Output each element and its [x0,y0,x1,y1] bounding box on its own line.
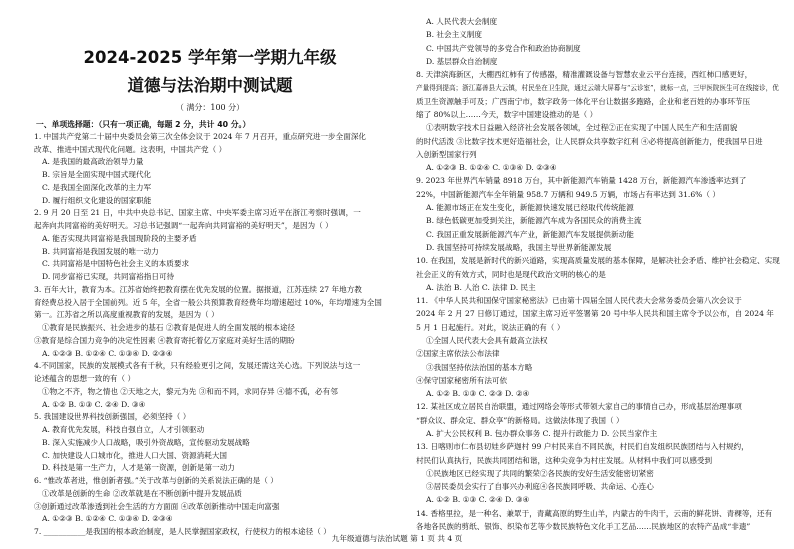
left-line: ①物之不齐，物之情也 ②天地之大，黎元为先 ③和而不同，求同存异 ④德不孤，必有邻 [42,386,338,396]
left-line: ①改革是创新的生命 ②改革就是在不断创新中提升发展品质 [42,488,242,498]
right-line: 缩了 80%以上……今天，数字中国建设推动的是（ ） [416,110,598,120]
right-line: A. 扩大公民权利 B. 包办群众事务 C. 提升行政能力 D. 公民当家作主 [426,428,658,438]
right-line: 11. 《中华人民共和国保守国家秘密法》已由第十四届全国人民代表大会常务委员会第八次会议于 [416,296,742,306]
right-line: A. 法治 B. 人治 C. 法律 D. 民主 [426,282,536,292]
left-line: 3. 百年大计，教育为本。江苏省始终把教育摆在优先发展的位置。据报道，江苏连续 27 年地方教 [34,284,362,294]
right-line: 10. 在我国，发展是新时代的新兴道路，实现高质量发展的基本保障，是解决社会矛盾、维护社会稳定、实现 [416,256,780,266]
right-line: A. 能源市场正在发生变化，新能源快速发展已经取代传统能源 [426,203,634,213]
right-line: 各地各民族的剪纸、银饰、织染布艺等少数民族特色文化手工艺品……民族地区的农特产品成“非遗” [416,522,751,531]
right-line: ①全国人民代表大会具有最高立法权 [426,335,548,345]
right-line: 12. 某社区成立居民自治联盟，通过网络会等形式带领大家自己的事情自己办，形成基层治理事项 [416,402,742,412]
left-line: C. 共同富裕是中国特色社会主义的本质要求 [42,259,190,269]
left-line: ①教育是民族振兴、社会进步的基石 ②教育是促进人的全面发展的根本途径 [42,323,296,333]
left-line: 论述蕴含的思想一致的有（ ） [34,374,136,384]
left-line: D. 同步富裕已实现，共同富裕指日可待 [42,272,175,282]
left-line: 6. “惟改革者进，惟创新者强。”关于改革与创新的关系说法正确的是（ ） [34,476,278,486]
right-line: C. 中国共产党领导的多党合作和政治协商制度 [426,43,581,53]
left-line: B. 宗旨是全面实现中国式现代化 [42,170,152,180]
left-line: A. ①②③ B. ①②④ C. ①③④ D. ②③④ [42,348,173,358]
left-line: D. 履行组织文化建设的国家职能 [42,195,152,205]
right-line: 14. 香格里拉，是一种名、兼眾于，青藏高原的野生山羊，内蒙古的牛肉干，云南的鲜花饼、青稞等，还有 [416,508,773,518]
left-line: 2. 9 月 20 日至 21 日，中共中央总书记、国家主席、中央军委主席习近平在浙江考察时强调，一 [34,208,361,218]
right-line: 2024 年 2 月 27 日修订通过，国家主席习近平签署第 20 号中华人民共和国主席令予以公布，自 2024 年 [416,309,774,319]
right-line: ④保守国家秘密所有法可依 [416,375,508,385]
right-line: 8. 天津滨海新区，大棚西红柿有了传感器，精准灌溉设备与智慧农业云平台连接，西红柿口感更好， [416,70,753,80]
left-line: A. ①②③ B. ①②④ C. ①③④ D. ②③④ [42,514,173,524]
right-line: D. 基层群众自治制度 [426,56,498,66]
page-footer: 九年级道德与法治试题 第 1 页 共 4 页 [331,534,463,543]
left-line: 起奔向共同富裕的美好明天。习总书记强调“一起奔向共同富裕的美好明天”，是因为（ ） [34,221,333,231]
left-line: 4.不同国家，民族的发展模式各有千秋，只有经验更引之间，发展还需这关心选。下列说法与这一 [34,361,361,371]
right-line: A. 人民代表大会制度 [426,17,498,26]
exam-title-line1: 2024-2025 学年第一学期九年级 [83,48,337,67]
left-line: 第一。江苏省之所以高度重视教育的发展，是因为（ ） [34,310,219,320]
right-line: ②国家主席依法公布法律 [416,349,500,359]
exam-title-line2: 道德与法治期中测试题 [127,76,293,95]
right-line: B. 绿色低碳更加受到关注，新能源汽车成为各国民众的消费主流 [426,216,642,226]
right-line: C. 我国正重发展新能源汽车产业，新能源汽车发展提供新动能 [426,229,634,239]
section-heading: 一、单项选择题：（只有一项正确，每题 2 分，共计 40 分。） [36,120,251,129]
left-line: C. 加快建设人口城市化，推进人口大国、资源消耗大国 [42,450,228,460]
left-line: 7. ___________是我国的根本政治制度，是人民掌握国家政权，行使权力的根本途径（ ） [34,527,331,536]
left-line: A. ①② B. ①③ C. ②④ D. ③④ [42,399,146,409]
right-line: 5 月 1 日起施行。对此，说法正确的有（ ） [416,322,565,332]
left-line: C. 是我国全面深化改革的主力军 [42,182,152,192]
right-line: A. ①② B. ①③ C. ②③ D. ②④ [426,389,530,399]
right-line: 13. 日喀则市仁布县切娃乡萨迦村 99 户村民来自不同民族，村民们自发组织民族团结与入村规约， [416,442,749,452]
right-line: ①民族地区已经实现了共同的繁荣②各民族的安好生活安能密切紧密 [426,468,654,478]
left-line: ③创新通过改革渗透到社会生活的方方面面 ④改革创新推动中国走向富强 [34,501,280,511]
left-line: A. 是我国的最高政治领导力量 [42,157,144,167]
left-line: B. 共同富裕是我国发展的唯一动力 [42,246,159,256]
right-line: ①表明数字技术日益融入经济社会发展各领域，全过程②正在实现了中国人民生产和生活面貌 [426,123,738,133]
right-line: A. ①② B. ①③ C. ②④ D. ③④ [426,495,530,505]
right-line: A. ①②③ B. ①②④ C. ①③④ D. ②③④ [426,163,557,173]
right-line: D. 我国坚持可持续发展战略，我国主导世界新能源发展 [426,242,612,252]
right-line: 的时代活泼 ③比数字技术更好造福社会，让人民群众共享数字红利 ④必将提高创新能力，使我国早日进 [416,136,763,146]
right-line: 9. 2023 年世界汽车销量 8918 万台，其中新能源汽车销量 1428 万台，新能源汽车渗透率达到了 [416,176,747,186]
left-line: 5. 我国建设世界科技创新强国，必须坚持（ ） [34,412,191,422]
left-line: A. 能否实现共同富裕是我国现阶段的主要矛盾 [42,233,197,243]
right-line: 村民们认真执行，民族共同团结和谐，这种尖竞争为村庄发展。从材料中我们可以感受到 [416,455,713,465]
right-line: 产量得到提高；浙江嘉善县大云镇，村民坐在卫生院，通过云端大屏幕与“云诊室”，就标一点，三甲医院医生可在线接诊，优 [416,84,779,93]
right-line: 质卫生资源触手可及；广西南宁市，数字政务一体化平台让数据多跑路，企业和老百姓的办事环节压 [416,96,751,106]
left-line: B. 深入实施减少人口战略，吸引外资战略，宣传驱动发展战略 [42,437,250,447]
left-line: D. 科技是第一生产力，人才是第一资源，创新是第一动力 [42,463,235,473]
right-line: B. 社会主义制度 [426,30,482,40]
full-score: （ 满分：100 分） [175,103,245,112]
left-line: 育经费总投入居于全国前列。近 5 年，全省一般公共预算教育经费年均增速超过 10%，年均增速为全国 [34,297,382,307]
right-line: “群众议、群众定、群众享”的新格局。这做法体现了我国（ ） [416,415,624,425]
right-line: 22%，中国新能源汽车全年销量 958.7 万辆和 949.5 万辆，市场占有率达到 31.6%（ ） [416,189,720,199]
left-line: 改革、推进中国式现代化问题。这表明，中国共产党（ ） [34,144,227,154]
right-line: ③居民委员会实行了自事兴办利庭④各民族同呼吸、共命运、心连心 [426,482,654,492]
left-line: 1. 中国共产党第二十届中央委员会第三次全体会议于 2024 年 7 月召开，重点研究进一步全面深化 [34,132,367,141]
right-line: 入创新型国家行列 [416,149,477,159]
left-line: A. 教育优先发展，科技自强自立，人才引领驱动 [42,425,205,435]
right-line: ③我国坚持依法治国的基本方略 [426,362,533,372]
right-line: 社会正义的有效方式，同时也是现代政治文明的核心的是 [416,269,606,279]
left-line: ③教育是综合国力竞争的决定性因素 ④教育寄托着亿万家庭对美好生活的期盼 [34,335,295,345]
